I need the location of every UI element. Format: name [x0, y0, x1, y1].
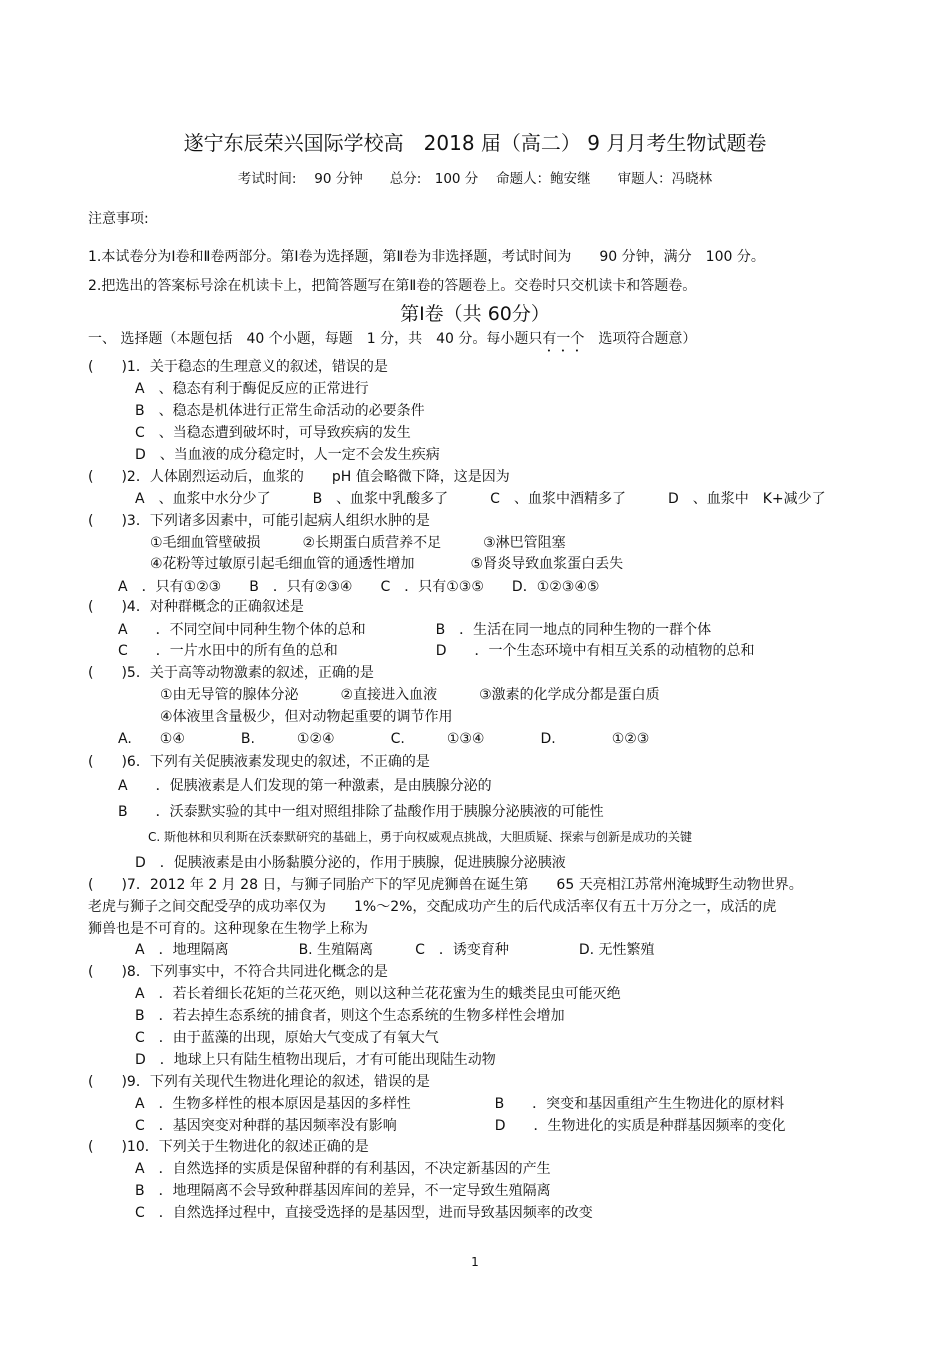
q7-options: A ．地理隔离 B. 生殖隔离 C ．诱变育种 D. 无性繁殖: [135, 942, 655, 958]
section-instructions: [88, 330, 696, 355]
q1-option-a: A 、稳态有利于酶促反应的正常进行: [135, 381, 369, 397]
section-title: 第Ⅰ卷（共 60分）: [400, 303, 550, 325]
question-7: ( )7．2012 年 2 月 28 日，与狮子同胎产下的罕见虎狮兽在诞生第 65 天亮相江苏常州淹城野生动物世界。: [88, 877, 803, 893]
page-number: 1: [471, 1255, 479, 1269]
q4-options-cd: C ．一片水田中的所有鱼的总和 D ．一个生态环境中有相互关系的动植物的总和: [118, 643, 755, 659]
note-item-2: 2.把选出的答案标号涂在机读卡上，把简答题写在第Ⅱ卷的答题卷上。交卷时只交机读卡和答题卷。: [88, 278, 697, 294]
note-item-1: 1.本试卷分为Ⅰ卷和Ⅱ卷两部分。第Ⅰ卷为选择题，第Ⅱ卷为非选择题，考试时间为 90 分钟，满分 100 分。: [88, 249, 765, 265]
exam-meta: 考试时间: 90 分钟 总分: 100 分 命题人：鲍安继 审题人：冯晓林: [237, 171, 713, 187]
q10-option-a: A ．自然选择的实质是保留种群的有利基因，不决定新基因的产生: [135, 1161, 551, 1177]
question-4: ( )4．对种群概念的正确叙述是: [88, 599, 304, 615]
q9-options-ab: A ．生物多样性的根本原因是基因的多样性 B ．突变和基因重组产生生物进化的原材料: [135, 1096, 785, 1112]
q5-statement-2: ④体液里含量极少，但对动物起重要的调节作用: [160, 709, 453, 725]
q3-statement-2: ④花粉等过敏原引起毛细血管的通透性增加 ⑤肾炎导致血浆蛋白丢失: [150, 556, 624, 572]
question-3: ( )3．下列诸多因素中，可能引起病人组织水肿的是: [88, 513, 430, 529]
q8-option-c: C ．由于蓝藻的出现，原始大气变成了有氧大气: [135, 1030, 439, 1046]
q1-option-c: C 、当稳态遭到破坏时，可导致疾病的发生: [135, 425, 411, 441]
q2-options: A 、血浆中水分少了 B 、血浆中乳酸多了 C 、血浆中酒精多了 D 、血浆中 K+减少了: [135, 491, 826, 507]
q9-options-cd: C ．基因突变对种群的基因频率没有影响 D ．生物进化的实质是种群基因频率的变化: [135, 1118, 786, 1134]
q3-options: A ．只有①②③ B ．只有②③④ C ．只有①③⑤ D．①②③④⑤: [118, 579, 600, 595]
q8-option-b: B ．若去掉生态系统的捕食者，则这个生态系统的生物多样性会增加: [135, 1008, 565, 1024]
question-9: ( )9．下列有关现代生物进化理论的叙述，错误的是: [88, 1074, 430, 1090]
instructions-part-b: 选项符合题意）: [584, 331, 697, 347]
notes-heading: 注意事项:: [88, 211, 149, 227]
q10-option-c: C ．自然选择过程中，直接受选择的是基因型，进而导致基因频率的改变: [135, 1205, 593, 1221]
instructions-part-a: 一、 选择题（本题包括 40 个小题，每题 1 分，共 40 分。每小题只: [88, 331, 543, 347]
question-6: ( )6．下列有关促胰液素发现史的叙述，不正确的是: [88, 754, 430, 770]
question-5: ( )5．关于高等动物激素的叙述，正确的是: [88, 665, 374, 681]
question-1: ( )1．关于稳态的生理意义的叙述，错误的是: [88, 359, 388, 375]
q8-option-a: A ．若长着细长花矩的兰花灭绝，则以这种兰花花蜜为生的蛾类昆虫可能灭绝: [135, 986, 621, 1002]
instructions-emphasis: 有一个: [542, 331, 585, 347]
q10-option-b: B ．地理隔离不会导致种群基因库间的差异，不一定导致生殖隔离: [135, 1183, 551, 1199]
q1-option-d: D 、当血液的成分稳定时，人一定不会发生疾病: [135, 447, 440, 463]
q5-options: A. ①④ B. ①②④ C. ①③④ D. ①②③: [118, 731, 650, 747]
question-8: ( )8．下列事实中，不符合共同进化概念的是: [88, 964, 388, 980]
question-7-line-2: 老虎与狮子之间交配受孕的成功率仅为 1%～2%，交配成功产生的后代成活率仅有五十万分之一，成活的虎: [88, 899, 777, 915]
q6-option-c: C. 斯他林和贝利斯在沃泰默研究的基础上，勇于向权威观点挑战，大胆质疑、探索与创新是成功的关键: [148, 830, 693, 844]
q6-option-a: A ．促胰液素是人们发现的第一种激素，是由胰腺分泌的: [118, 778, 492, 794]
q1-option-b: B 、稳态是机体进行正常生命活动的必要条件: [135, 403, 425, 419]
page-title: 遂宁东辰荣兴国际学校高 2018 届（高二） 9 月月考生物试题卷: [183, 131, 767, 155]
q3-statement-1: ①毛细血管壁破损 ②长期蛋白质营养不足 ③淋巴管阻塞: [150, 535, 566, 551]
q5-statement-1: ①由无导管的腺体分泌 ②直接进入血液 ③激素的化学成分都是蛋白质: [160, 687, 660, 703]
q4-options-ab: A ．不同空间中同种生物个体的总和 B ．生活在同一地点的同种生物的一群个体: [118, 622, 712, 638]
q8-option-d: D ．地球上只有陆生植物出现后，才有可能出现陆生动物: [135, 1052, 496, 1068]
q6-option-d: D ．促胰液素是由小肠黏膜分泌的，作用于胰腺，促进胰腺分泌胰液: [135, 855, 566, 871]
question-2: ( )2．人体剧烈运动后，血浆的 pH 值会略微下降，这是因为: [88, 469, 510, 485]
question-10: ( )10．下列关于生物进化的叙述正确的是: [88, 1139, 369, 1155]
q6-option-b: B ．沃泰默实验的其中一组对照组排除了盐酸作用于胰腺分泌胰液的可能性: [118, 804, 604, 820]
question-7-line-3: 狮兽也是不可育的。这种现象在生物学上称为: [88, 921, 368, 937]
